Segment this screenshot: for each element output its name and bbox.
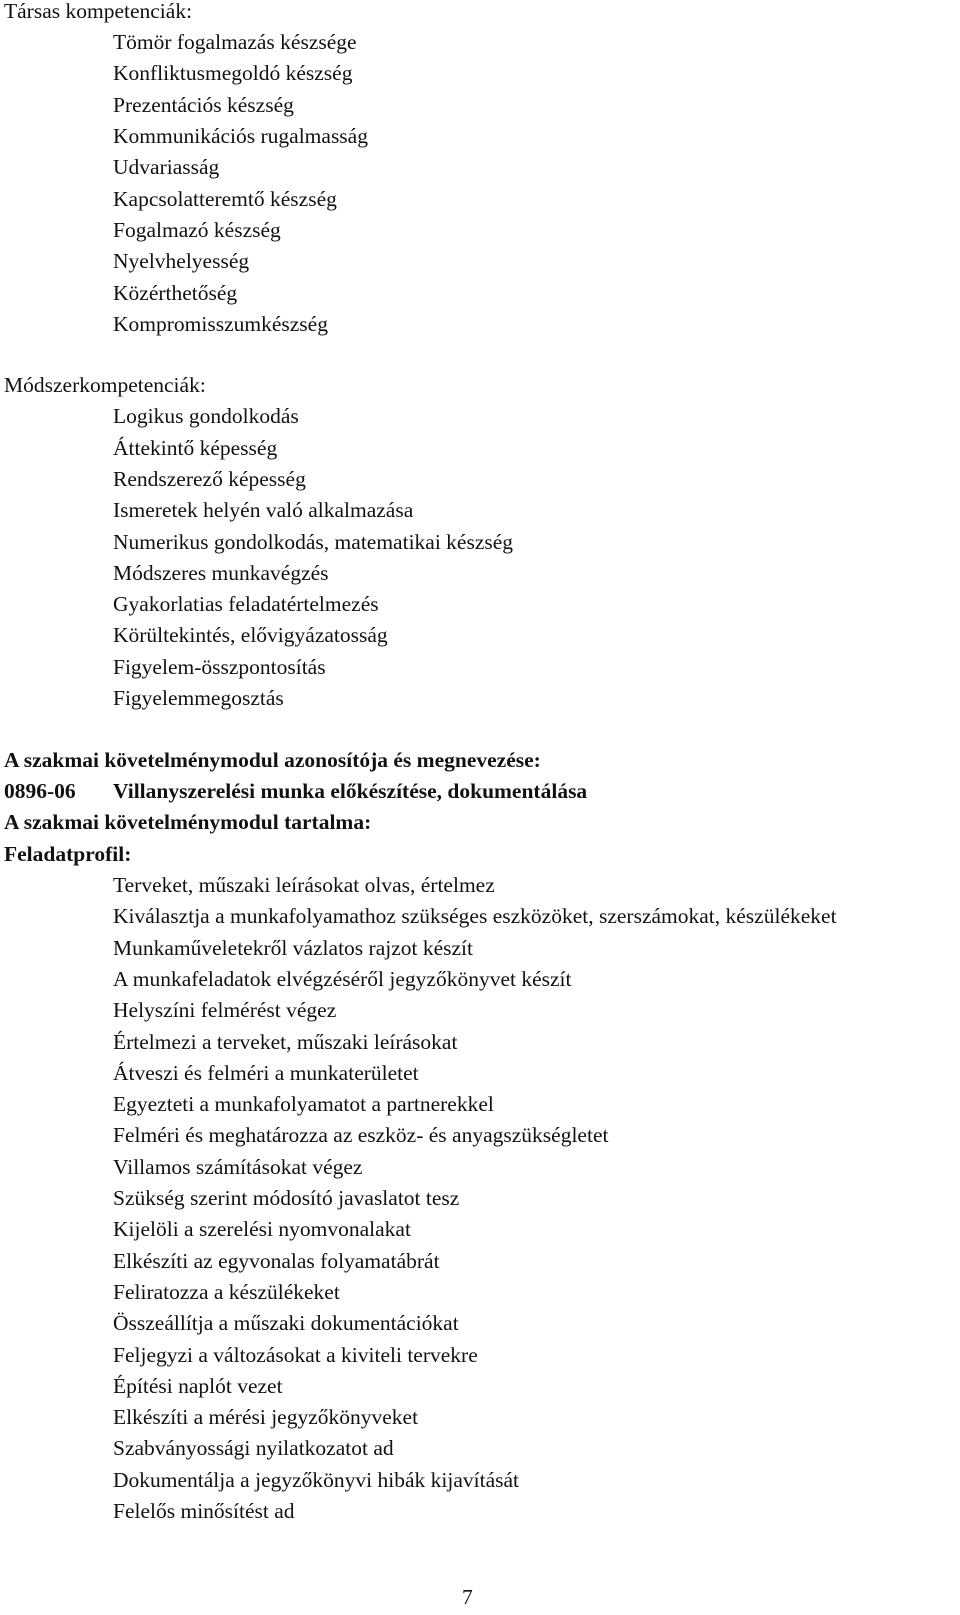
social-competencies-heading: Társas kompetenciák: (4, 0, 193, 23)
module-content-heading: A szakmai követelménymodul tartalma: (4, 810, 372, 834)
task-item: Feliratozza a készülékeket (113, 1280, 340, 1304)
list-item: Kommunikációs rugalmasság (113, 124, 368, 148)
task-item: Elkészíti az egyvonalas folyamatábrát (113, 1249, 440, 1273)
task-profile-heading: Feladatprofil: (4, 842, 132, 866)
task-item: Egyezteti a munkafolyamatot a partnerekkel (113, 1092, 494, 1116)
list-item: Konfliktusmegoldó készség (113, 61, 353, 85)
task-item: Terveket, műszaki leírásokat olvas, értelmez (113, 873, 495, 897)
task-item: Munkaműveletekről vázlatos rajzot készít (113, 936, 473, 960)
module-id-heading: A szakmai követelménymodul azonosítója és megnevezése: (4, 748, 541, 772)
task-item: Összeállítja a műszaki dokumentációkat (113, 1311, 459, 1335)
list-item: Kompromisszumkészség (113, 312, 328, 336)
task-item: Feljegyzi a változásokat a kiviteli tervekre (113, 1343, 478, 1367)
list-item: Prezentációs készség (113, 93, 294, 117)
task-item: Építési naplót vezet (113, 1374, 283, 1398)
task-item: Kijelöli a szerelési nyomvonalakat (113, 1217, 411, 1241)
list-item: Figyelemmegosztás (113, 686, 284, 710)
list-item: Kapcsolatteremtő készség (113, 187, 337, 211)
task-item: Elkészíti a mérési jegyzőkönyveket (113, 1405, 419, 1429)
list-item: Áttekintő képesség (113, 436, 278, 460)
list-item: Numerikus gondolkodás, matematikai készség (113, 530, 514, 554)
task-item: Villamos számításokat végez (113, 1155, 363, 1179)
list-item: Körültekintés, elővigyázatosság (113, 623, 388, 647)
task-item: Értelmezi a terveket, műszaki leírásokat (113, 1030, 458, 1054)
list-item: Gyakorlatias feladatértelmezés (113, 592, 379, 616)
list-item: Figyelem-összpontosítás (113, 655, 326, 679)
list-item: Udvariasság (113, 155, 220, 179)
module-name: Villanyszerelési munka előkészítése, dokumentálása (113, 779, 588, 803)
list-item: Fogalmazó készség (113, 218, 281, 242)
list-item: Tömör fogalmazás készsége (113, 30, 357, 54)
method-competencies-heading: Módszerkompetenciák: (4, 373, 206, 397)
task-item: Felméri és meghatározza az eszköz- és anyagszükségletet (113, 1123, 609, 1147)
task-item: Felelős minősítést ad (113, 1499, 295, 1523)
list-item: Ismeretek helyén való alkalmazása (113, 498, 414, 522)
task-item: Szabványossági nyilatkozatot ad (113, 1436, 394, 1460)
list-item: Rendszerező képesség (113, 467, 306, 491)
task-item: Átveszi és felméri a munkaterületet (113, 1061, 419, 1085)
task-item: Dokumentálja a jegyzőkönyvi hibák kijavítását (113, 1468, 520, 1492)
task-item: A munkafeladatok elvégzéséről jegyzőkönyvet készít (113, 967, 572, 991)
task-item: Szükség szerint módosító javaslatot tesz (113, 1186, 460, 1210)
module-code: 0896-06 (4, 779, 76, 803)
page-number: 7 (462, 1585, 473, 1609)
list-item: Logikus gondolkodás (113, 404, 299, 428)
list-item: Nyelvhelyesség (113, 249, 250, 273)
list-item: Közérthetőség (113, 281, 238, 305)
task-item: Helyszíni felmérést végez (113, 998, 337, 1022)
task-item: Kiválasztja a munkafolyamathoz szükséges eszközöket, szerszámokat, készülékeket (113, 904, 837, 928)
list-item: Módszeres munkavégzés (113, 561, 329, 585)
